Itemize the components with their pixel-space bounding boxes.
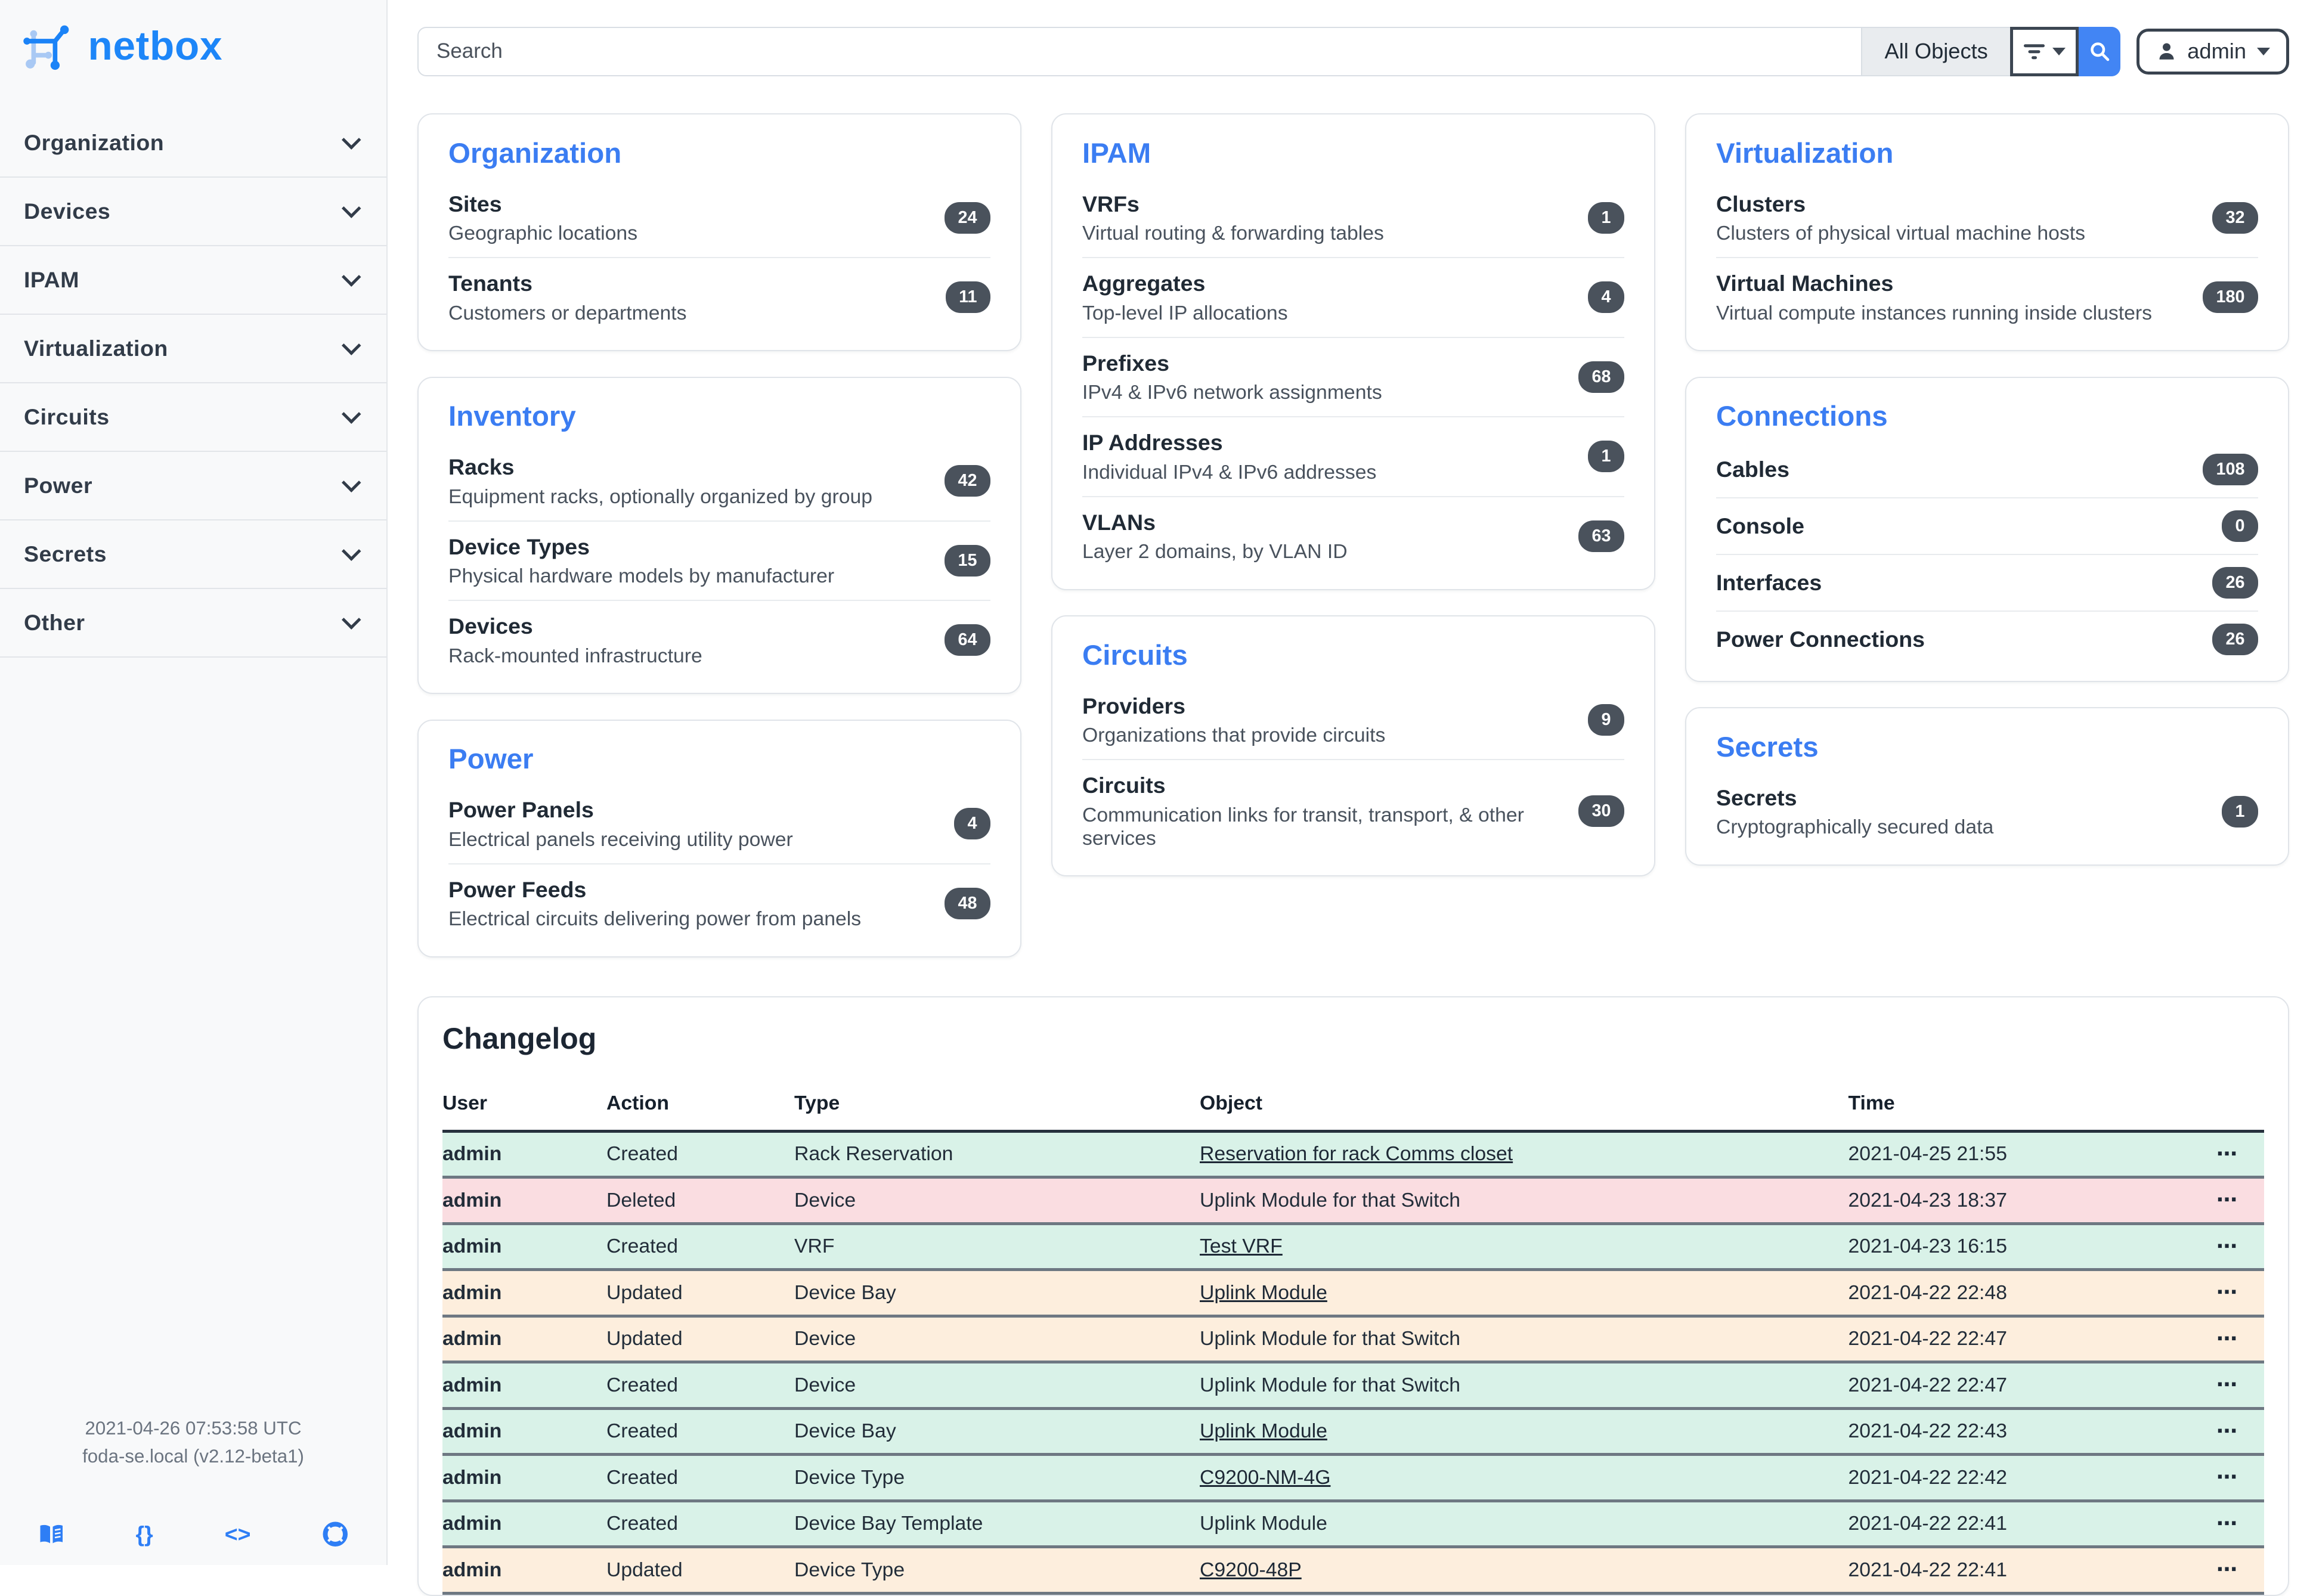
card-item-list <box>448 785 990 943</box>
cell-object <box>1200 1131 1848 1177</box>
main-content <box>388 0 2313 1582</box>
object-text: Uplink Module for that Switch <box>1200 1327 1461 1350</box>
cell-type: Rack Reservation <box>794 1131 1200 1177</box>
row-actions-ellipsis[interactable]: ⋯ <box>2216 1419 2239 1443</box>
column-header-action: Action <box>606 1080 794 1132</box>
changelog-row <box>442 1177 2264 1224</box>
cell-user: admin <box>442 1501 606 1547</box>
changelog-row <box>442 1455 2264 1501</box>
row-actions-ellipsis[interactable]: ⋯ <box>2216 1373 2239 1397</box>
sidebar-item-ipam[interactable] <box>0 246 386 315</box>
card-item <box>1716 257 2258 337</box>
changelog-row <box>442 1362 2264 1409</box>
devices-link[interactable]: Devices <box>448 613 533 639</box>
cell-type: Device Bay <box>794 1408 1200 1455</box>
card-item-list <box>1716 179 2258 337</box>
card-title: Inventory <box>448 401 576 432</box>
card-item <box>448 442 990 520</box>
vrfs-link[interactable]: VRFs <box>1082 191 1140 216</box>
sidebar-item-label: Virtualization <box>24 335 168 361</box>
power-panels-link[interactable]: Power Panels <box>448 797 594 822</box>
cell-type: Device Type <box>794 1547 1200 1594</box>
count-badge: 68 <box>1578 361 1624 393</box>
column-header-object: Object <box>1200 1080 1848 1132</box>
object-link[interactable]: Test VRF <box>1200 1235 1283 1258</box>
card-connections <box>1685 377 2289 682</box>
cell-object <box>1200 1547 1848 1594</box>
netbox-logo[interactable] <box>0 0 386 85</box>
sidebar-item-devices[interactable] <box>0 178 386 246</box>
card-item <box>1716 554 2258 610</box>
card-item <box>1082 257 1624 337</box>
chevron-down-icon <box>342 336 361 355</box>
count-badge: 1 <box>2222 796 2258 828</box>
dashboard-column-2 <box>1051 113 1655 876</box>
cell-action: Created <box>606 1362 794 1409</box>
card-item-description: Geographic locations <box>448 222 638 244</box>
card-title: Connections <box>1716 401 1888 432</box>
object-link[interactable]: Uplink Module <box>1200 1281 1327 1304</box>
row-actions-ellipsis[interactable]: ⋯ <box>2216 1558 2239 1582</box>
sidebar-item-power[interactable] <box>0 452 386 520</box>
secrets-link[interactable]: Secrets <box>1716 785 1797 810</box>
card-item-description: Individual IPv4 & IPv6 addresses <box>1082 460 1377 484</box>
search-icon <box>2090 42 2110 61</box>
card-item-description: Virtual routing & forwarding tables <box>1082 222 1384 244</box>
card-item <box>448 863 990 943</box>
count-badge: 26 <box>2212 624 2258 655</box>
vlans-link[interactable]: VLANs <box>1082 509 1156 535</box>
card-secrets <box>1685 707 2289 866</box>
card-ipam <box>1051 113 1655 590</box>
object-link[interactable]: C9200-48P <box>1200 1558 1302 1581</box>
sidebar-item-virtualization[interactable] <box>0 315 386 383</box>
card-item-list <box>1082 179 1624 576</box>
sidebar-item-circuits[interactable] <box>0 383 386 452</box>
cell-action: Updated <box>606 1316 794 1362</box>
ip-addresses-link[interactable]: IP Addresses <box>1082 430 1223 455</box>
tenants-link[interactable]: Tenants <box>448 271 532 296</box>
cell-action: Created <box>606 1131 794 1177</box>
card-item-list <box>448 179 990 337</box>
cell-user: admin <box>442 1362 606 1409</box>
cell-action: Updated <box>606 1547 794 1594</box>
chevron-down-icon <box>342 541 361 560</box>
card-item <box>1082 496 1624 576</box>
changelog-row <box>442 1131 2264 1177</box>
changelog-row <box>442 1270 2264 1316</box>
cell-action: Updated <box>606 1270 794 1316</box>
count-badge: 15 <box>945 545 990 577</box>
changelog-title: Changelog <box>442 1021 597 1055</box>
card-item-description: Top-level IP allocations <box>1082 301 1288 324</box>
sidebar-item-label: IPAM <box>24 266 79 292</box>
cell-object <box>1200 1223 1848 1270</box>
row-actions-ellipsis[interactable]: ⋯ <box>2216 1281 2239 1304</box>
cell-actions <box>2203 1547 2265 1594</box>
object-text: Uplink Module for that Switch <box>1200 1373 1461 1396</box>
user-icon <box>2156 41 2177 62</box>
cell-time: 2021-04-25 21:55 <box>1848 1131 2203 1177</box>
cell-time: 2021-04-22 22:47 <box>1848 1362 2203 1409</box>
card-item <box>1082 681 1624 760</box>
cell-actions <box>2203 1177 2265 1224</box>
card-title: Power <box>448 743 534 775</box>
cell-user: admin <box>442 1270 606 1316</box>
row-actions-ellipsis[interactable]: ⋯ <box>2216 1142 2239 1166</box>
chevron-down-icon <box>2052 48 2066 55</box>
row-actions-ellipsis[interactable]: ⋯ <box>2216 1465 2239 1489</box>
cell-time: 2021-04-22 22:47 <box>1848 1316 2203 1362</box>
count-badge: 108 <box>2203 454 2258 485</box>
cell-action: Created <box>606 1455 794 1501</box>
dashboard-column-3 <box>1685 113 2289 866</box>
cell-action: Deleted <box>606 1177 794 1224</box>
cell-user: admin <box>442 1223 606 1270</box>
card-item <box>448 785 990 863</box>
chevron-down-icon <box>342 610 361 629</box>
virtual-machines-link[interactable]: Virtual Machines <box>1716 271 1894 296</box>
column-header-user: User <box>442 1080 606 1132</box>
card-item-description: Communication links for transit, transport, & other services <box>1082 803 1524 850</box>
footer-icon-row <box>0 1521 386 1547</box>
card-power <box>417 720 1021 957</box>
card-item-list <box>1082 681 1624 862</box>
card-item-description: Customers or departments <box>448 301 687 324</box>
card-item <box>448 179 990 258</box>
sidebar-item-label: Other <box>24 609 85 635</box>
sidebar-item-label: Organization <box>24 129 165 155</box>
chevron-down-icon <box>2257 48 2270 55</box>
cell-time: 2021-04-22 22:41 <box>1848 1547 2203 1594</box>
cell-type: Device Bay <box>794 1270 1200 1316</box>
count-badge: 4 <box>1588 281 1624 313</box>
sidebar-footer <box>0 1415 386 1565</box>
row-actions-ellipsis[interactable]: ⋯ <box>2216 1511 2239 1535</box>
row-actions-ellipsis[interactable]: ⋯ <box>2216 1188 2239 1212</box>
cell-user: admin <box>442 1177 606 1224</box>
cell-user: admin <box>442 1455 606 1501</box>
count-badge: 11 <box>946 281 990 313</box>
cell-user: admin <box>442 1408 606 1455</box>
card-title: Organization <box>448 137 622 169</box>
object-text: Uplink Module for that Switch <box>1200 1188 1461 1211</box>
chevron-down-icon <box>342 130 361 149</box>
cell-type: Device Bay Template <box>794 1501 1200 1547</box>
console-link[interactable]: Console <box>1716 513 1804 538</box>
count-badge: 180 <box>2203 281 2258 313</box>
count-badge: 1 <box>1588 202 1624 234</box>
sites-link[interactable]: Sites <box>448 191 502 216</box>
card-title: Circuits <box>1082 639 1188 671</box>
cell-object <box>1200 1501 1848 1547</box>
cell-action: Created <box>606 1408 794 1455</box>
card-virtualization <box>1685 113 2289 351</box>
cell-actions <box>2203 1316 2265 1362</box>
brand-name: netbox <box>88 24 223 69</box>
circuits-link[interactable]: Circuits <box>1082 773 1166 798</box>
cell-type: Device <box>794 1177 1200 1224</box>
card-item-list <box>1716 442 2258 667</box>
row-actions-ellipsis[interactable]: ⋯ <box>2216 1327 2239 1350</box>
card-item-description: Rack-mounted infrastructure <box>448 644 702 667</box>
changelog-body <box>442 1131 2264 1593</box>
cell-action: Created <box>606 1223 794 1270</box>
cell-time: 2021-04-22 22:48 <box>1848 1270 2203 1316</box>
sidebar-item-secrets[interactable] <box>0 520 386 589</box>
sidebar-nav <box>0 109 386 658</box>
cell-actions <box>2203 1223 2265 1270</box>
column-header-actions <box>2203 1080 2265 1132</box>
prefixes-link[interactable]: Prefixes <box>1082 350 1169 376</box>
user-menu-button[interactable] <box>2136 29 2289 75</box>
user-menu-label: admin <box>2187 39 2246 64</box>
cell-action: Created <box>606 1501 794 1547</box>
cell-user: admin <box>442 1316 606 1362</box>
card-item <box>448 520 990 600</box>
footer-host-version: foda-se.local (v2.12-beta1) <box>82 1446 304 1467</box>
cell-object <box>1200 1177 1848 1224</box>
count-badge: 48 <box>945 888 990 919</box>
count-badge: 64 <box>945 624 990 656</box>
row-actions-ellipsis[interactable]: ⋯ <box>2216 1234 2239 1258</box>
card-item-description: IPv4 & IPv6 network assignments <box>1082 381 1382 404</box>
dashboard-column-1 <box>417 113 1021 957</box>
aggregates-link[interactable]: Aggregates <box>1082 271 1206 296</box>
card-item <box>1716 442 2258 497</box>
card-item <box>1716 773 2258 851</box>
changelog-row <box>442 1316 2264 1362</box>
chevron-down-icon <box>342 199 361 218</box>
changelog-row <box>442 1223 2264 1270</box>
card-item-description: Layer 2 domains, by VLAN ID <box>1082 540 1348 563</box>
card-item <box>1716 497 2258 554</box>
search-filter-dropdown-button[interactable] <box>2010 27 2079 77</box>
card-title: IPAM <box>1082 137 1151 169</box>
card-item-description: Physical hardware models by manufacturer <box>448 565 835 587</box>
count-badge: 42 <box>945 465 990 497</box>
card-item <box>1082 416 1624 496</box>
card-item <box>1082 337 1624 417</box>
cell-type: Device <box>794 1362 1200 1409</box>
providers-link[interactable]: Providers <box>1082 693 1185 718</box>
card-item <box>1082 179 1624 258</box>
cell-type: Device <box>794 1316 1200 1362</box>
cell-actions <box>2203 1455 2265 1501</box>
card-item-description: Cryptographically secured data <box>1716 816 1994 838</box>
count-badge: 4 <box>954 808 990 839</box>
card-item <box>1716 610 2258 667</box>
object-link[interactable]: Uplink Module <box>1200 1420 1327 1443</box>
card-item-list <box>1716 773 2258 851</box>
cell-object <box>1200 1362 1848 1409</box>
cell-time: 2021-04-22 22:42 <box>1848 1455 2203 1501</box>
cell-actions <box>2203 1131 2265 1177</box>
cell-actions <box>2203 1270 2265 1316</box>
card-inventory <box>417 377 1021 695</box>
search-submit-button[interactable] <box>2079 27 2120 77</box>
search-input[interactable] <box>419 28 1861 75</box>
cell-actions <box>2203 1501 2265 1547</box>
cell-object <box>1200 1455 1848 1501</box>
cell-object <box>1200 1270 1848 1316</box>
source-code-icon[interactable]: <> <box>224 1521 251 1547</box>
count-badge: 24 <box>945 202 990 234</box>
sidebar-item-label: Circuits <box>24 404 110 429</box>
changelog-row <box>442 1408 2264 1455</box>
card-item-description: Clusters of physical virtual machine hosts <box>1716 222 2086 244</box>
count-badge: 26 <box>2212 567 2258 599</box>
object-link[interactable]: C9200-NM-4G <box>1200 1465 1331 1489</box>
cell-time: 2021-04-23 18:37 <box>1848 1177 2203 1224</box>
cell-time: 2021-04-22 22:43 <box>1848 1408 2203 1455</box>
card-item-list <box>448 442 990 680</box>
object-text: Uplink Module <box>1200 1512 1327 1535</box>
cell-user: admin <box>442 1131 606 1177</box>
search-scope-label: All Objects <box>1861 28 2010 75</box>
changelog-row <box>442 1501 2264 1547</box>
topbar <box>417 27 2289 76</box>
card-organization <box>417 113 1021 351</box>
cell-time: 2021-04-23 16:15 <box>1848 1223 2203 1270</box>
cell-time: 2021-04-22 22:41 <box>1848 1501 2203 1547</box>
help-lifering-icon[interactable] <box>323 1521 348 1547</box>
changelog-table <box>442 1080 2264 1595</box>
cell-type: VRF <box>794 1223 1200 1270</box>
sidebar-item-organization[interactable] <box>0 109 386 178</box>
card-item <box>448 600 990 680</box>
card-item-description: Electrical panels receiving utility power <box>448 828 793 851</box>
device-types-link[interactable]: Device Types <box>448 534 590 559</box>
cell-user: admin <box>442 1547 606 1594</box>
interfaces-link[interactable]: Interfaces <box>1716 570 1822 595</box>
changelog-row <box>442 1547 2264 1594</box>
card-item <box>1716 179 2258 258</box>
count-badge: 1 <box>1588 441 1624 472</box>
card-title: Secrets <box>1716 731 1819 763</box>
card-title: Virtualization <box>1716 137 1894 169</box>
cell-actions <box>2203 1362 2265 1409</box>
card-item-description: Virtual compute instances running inside clusters <box>1716 301 2153 324</box>
object-link[interactable]: Reservation for rack Comms closet <box>1200 1142 1513 1166</box>
clusters-link[interactable]: Clusters <box>1716 191 1806 216</box>
power-feeds-link[interactable]: Power Feeds <box>448 876 587 902</box>
card-item <box>448 257 990 337</box>
card-item-description: Electrical circuits delivering power from panels <box>448 907 862 930</box>
racks-link[interactable]: Racks <box>448 454 515 479</box>
cell-object <box>1200 1316 1848 1362</box>
chevron-down-icon <box>342 267 361 286</box>
column-header-type: Type <box>794 1080 1200 1132</box>
count-badge: 0 <box>2222 510 2258 542</box>
chevron-down-icon <box>342 404 361 423</box>
cell-actions <box>2203 1408 2265 1455</box>
search-group <box>417 27 2120 76</box>
card-item-description: Organizations that provide circuits <box>1082 724 1386 746</box>
power-connections-link[interactable]: Power Connections <box>1716 627 1925 652</box>
count-badge: 30 <box>1578 795 1624 827</box>
cell-object <box>1200 1408 1848 1455</box>
filter-icon <box>2024 44 2045 60</box>
sidebar-item-label: Power <box>24 472 93 498</box>
count-badge: 32 <box>2212 202 2258 234</box>
netbox-logo-icon <box>21 20 75 73</box>
sidebar <box>0 0 388 1565</box>
changelog-header-row <box>442 1080 2264 1132</box>
changelog-card <box>417 996 2289 1596</box>
card-item <box>1082 759 1624 862</box>
card-circuits <box>1051 615 1655 876</box>
footer-timestamp: 2021-04-26 07:53:58 UTC <box>85 1418 302 1439</box>
count-badge: 9 <box>1588 704 1624 736</box>
sidebar-item-label: Secrets <box>24 541 107 566</box>
rest-api-braces-icon[interactable]: {} <box>135 1521 153 1547</box>
sidebar-item-label: Devices <box>24 198 111 224</box>
docs-book-icon[interactable] <box>39 1521 64 1547</box>
count-badge: 63 <box>1578 520 1624 552</box>
card-item-description: Equipment racks, optionally organized by group <box>448 485 873 508</box>
dashboard-grid <box>417 113 2289 957</box>
chevron-down-icon <box>342 473 361 492</box>
column-header-time: Time <box>1848 1080 2203 1132</box>
cell-type: Device Type <box>794 1455 1200 1501</box>
cables-link[interactable]: Cables <box>1716 457 1789 482</box>
sidebar-item-other[interactable] <box>0 589 386 658</box>
